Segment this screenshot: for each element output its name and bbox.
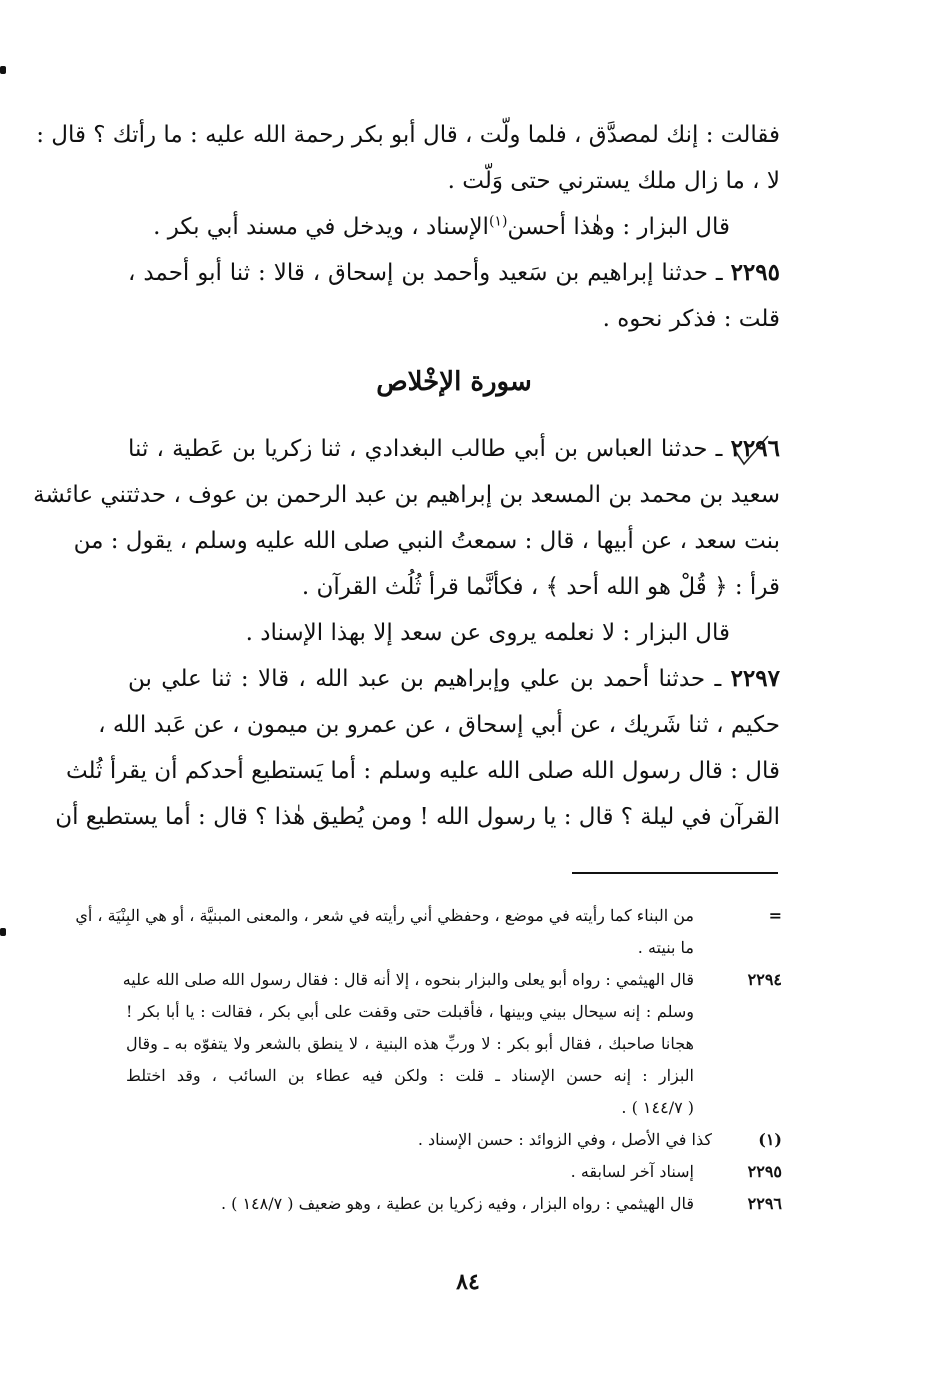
bazzar-comment <box>128 204 780 250</box>
text-line: سعيد بن محمد بن المسعد بن إبراهيم بن عبد الرحمن بن عوف ، حدثتني عائشة <box>33 482 780 508</box>
text-line: لا ، ما زال ملك يسترني حتى وَلّت . <box>447 168 780 194</box>
hadith-2297 <box>128 656 780 702</box>
hadith-number: ٢٢٩٥ <box>730 259 780 286</box>
bazzar-comment: قال البزار : لا نعلمه يروى عن سعد إلا بهذا الإسناد . <box>245 620 730 646</box>
text-span: الإسناد ، ويدخل في مسند أبي بكر . <box>153 214 489 240</box>
footnote-line: البزار : إنه حسن الإسناد ـ قلت : ولكن فيه عطاء بن السائب ، وقد اختلط <box>126 1066 694 1085</box>
main-text <box>33 112 780 840</box>
footnote-continuation <box>75 900 782 964</box>
footnote-1 <box>126 1124 782 1156</box>
text-span: ـ حدثنا العباس بن أبي طالب البغدادي ، ثنا زكريا بن عَطية ، ثنا <box>128 436 731 462</box>
footnote-line: ما بنيته . <box>637 938 694 957</box>
text-span: قال البزار : وهٰذا أحسن <box>507 214 730 240</box>
section-heading: سورة الإخْلاص <box>376 367 532 397</box>
footnote-ref: (١) <box>488 213 508 230</box>
footnote-mark: (١) <box>758 1130 782 1149</box>
footnote-2296 <box>126 1188 782 1220</box>
footnote-line: كذا في الأصل ، وفي الزوائد : حسن الإسناد . <box>417 1130 712 1149</box>
footnote-divider <box>572 872 778 874</box>
text-line: فقالت : إنك لمصدَّق ، فلما ولّت ، قال أبو بكر رحمة الله عليه : ما رأتك ؟ قال : <box>36 122 780 148</box>
footnote-line: ( ١٤٤/٧ ) . <box>621 1098 694 1117</box>
footnote-mark: ٢٢٩٥ <box>747 1162 782 1181</box>
hadith-2296 <box>128 426 780 472</box>
footnote-2294 <box>122 964 782 1124</box>
hadith-number: ٢٢٩٧ <box>730 665 780 692</box>
footnote-2295 <box>126 1156 782 1188</box>
text-span: ـ حدثنا إبراهيم بن سَعيد وأحمد بن إسحاق ، قالا : ثنا أبو أحمد ، <box>128 260 731 286</box>
footnote-mark: = <box>768 906 782 925</box>
footnote-mark: ٢٢٩٦ <box>747 1194 782 1213</box>
page-number: ٨٤ <box>456 1269 480 1295</box>
scan-mark <box>0 928 6 936</box>
hadith-2295 <box>128 250 780 296</box>
footnote-line: وسلم : إنه سيحال بيني وبينها ، فأقبلت حتى وقفت على أبي بكر ، فقالت : يا أبا بكر ! <box>126 1002 695 1021</box>
text-line: القرآن في ليلة ؟ قال : يا رسول الله ! ومن يُطيق هٰذا ؟ قال : أما يستطيع أن <box>55 804 780 830</box>
text-line: قلت : فذكر نحوه . <box>602 306 780 332</box>
footnote-line: من البناء كما رأيته في موضع ، وحفظي أني رأيته في شعر ، والمعنى المبنيَّة ، أو هي البِنْيَة ، أي <box>75 906 694 925</box>
text-span: ـ حدثنا أحمد بن علي وإبراهيم بن عبد الله ، قالا : ثنا علي بن <box>128 666 731 692</box>
text-line: حكيم ، ثنا شَريك ، عن أبي إسحاق ، عن عمرو بن ميمون ، عن عَبد الله ، <box>98 712 780 738</box>
footnote-mark: ٢٢٩٤ <box>747 970 782 989</box>
footnote-line: قال الهيثمي : رواه البزار ، وفيه زكريا بن عطية ، وهو ضعيف ( ١٤٨/٧ ) . <box>220 1194 694 1213</box>
hadith-number: ٢٢٩٦ <box>730 435 780 462</box>
text-line: بنت سعد ، عن أبيها ، قال : سمعتُ النبي صلى الله عليه وسلم ، يقول : من <box>73 528 780 554</box>
text-line: قرأ : ﴿ قُلْ هو الله أحد ﴾ ، فكأنَّما قرأ ثُلُث القرآن . <box>301 574 780 600</box>
footnote-line: قال الهيثمي : رواه أبو يعلى والبزار بنحوه ، إلا أنه قال : فقال رسول الله صلى الله عليه <box>122 970 694 989</box>
footnote-line: هجانا صاحبك ، فقال أبو بكر : لا وربِّ هذه البنية ، لا ينطق بالشعر ولا يتفوّه به ـ وقال <box>126 1034 694 1053</box>
footnotes <box>75 900 782 1220</box>
text-line: قال : قال رسول الله صلى الله عليه وسلم : أما يَستطيع أحدكم أن يقرأ ثُلث <box>65 758 780 784</box>
scan-mark <box>0 66 6 74</box>
footnote-line: إسناد آخر لسابقه . <box>570 1162 694 1181</box>
